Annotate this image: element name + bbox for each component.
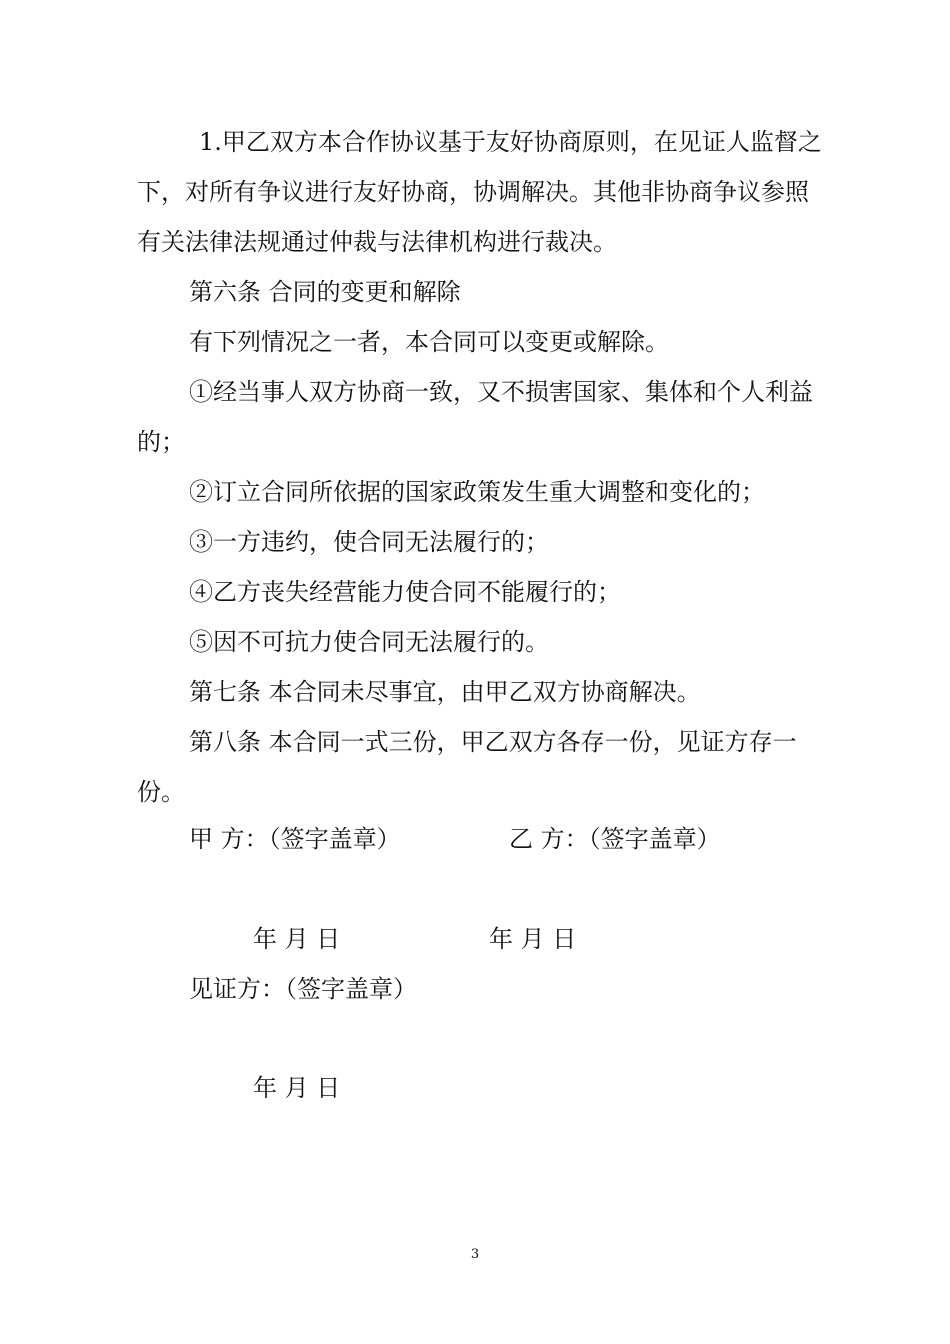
article-6-heading: 第六条 合同的变更和解除	[189, 278, 461, 306]
article-6-item-1: ①经当事人双方协商一致，又不损害国家、集体和个人利益的；	[137, 378, 813, 456]
page-number: 3	[470, 1247, 480, 1262]
party-a-date-line: 年 月 日	[253, 925, 341, 953]
party-b-signature-label: 乙 方：（签字盖章）	[509, 825, 721, 853]
dispute-resolution-paragraph: 1.甲乙双方本合作协议基于友好协商原则，在见证人监督之下，对所有争议进行友好协商，协调解决。其他非协商争议参照有关法律法规通过仲裁与法律机构进行裁决。	[137, 128, 822, 256]
article-6-item-3: ③一方违约，使合同无法履行的；	[189, 528, 549, 556]
article-8-paragraph: 第八条 本合同一式三份，甲乙双方各存一份，见证方存一份。	[137, 728, 797, 806]
article-6-intro: 有下列情况之一者，本合同可以变更或解除。	[189, 328, 669, 356]
party-b-date-line: 年 月 日	[489, 925, 577, 953]
party-a-signature-label: 甲 方：（签字盖章）	[189, 825, 401, 853]
article-6-item-2: ②订立合同所依据的国家政策发生重大调整和变化的；	[189, 478, 765, 506]
witness-date-line: 年 月 日	[253, 1074, 341, 1102]
article-6-item-5: ⑤因不可抗力使合同无法履行的。	[189, 628, 549, 656]
article-6-item-4: ④乙方丧失经营能力使合同不能履行的；	[189, 578, 621, 606]
witness-signature-label: 见证方：（签字盖章）	[189, 975, 417, 1003]
article-7-paragraph: 第七条 本合同未尽事宜，由甲乙双方协商解决。	[189, 678, 701, 706]
